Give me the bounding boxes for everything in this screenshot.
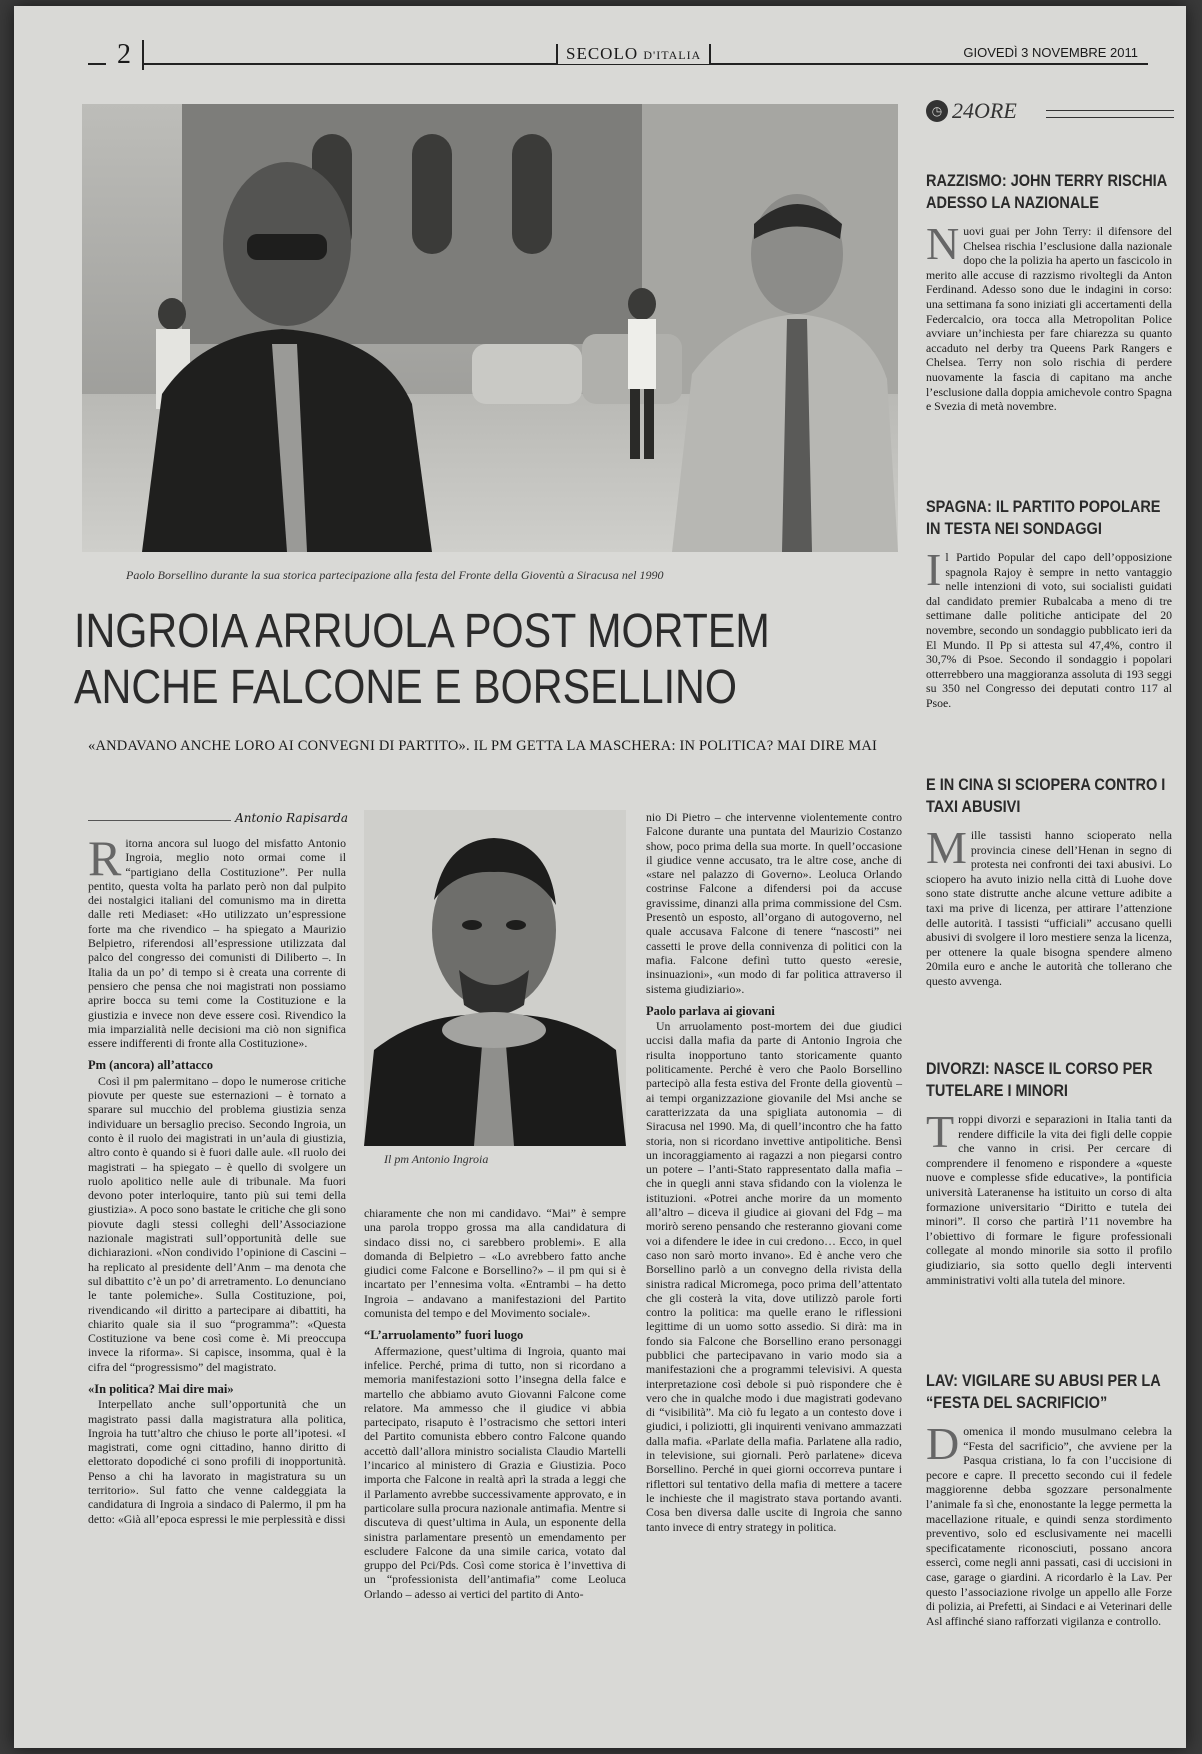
article-paragraph: Affermazione, quest’ultima di Ingroia, quanto mai infelice. Perché, prima di tutto, non si ricordano a memoria manifestazioni sotto l’insegna della falce e martello che abbiamo avuto Giovanni Falcone come relatore. Ma ammesso che il giudice vi abbia partecipato, risaputo è l’ostracismo che settori interi del Partito comunista ebbero contro Falcone quando accettò dall’allora ministro socialista Claudio Martelli l’incarico al ministero di Grazia e Giustizia. Poco importa che Falcone in realtà aprì la strada a leggi che il Parlamento avrebbe successivamente approvato, e in particolare sulla procura nazionale antimafia. Mentre si discuteva di quest’ultima in Aula, un esponente della sinistra parlamentare presentò un emendamento per escludere Falcone da una simile carica, votato dal gruppo del Pci/Pds. Così come storica è l’invettiva di un “professionista dell’antimafia” come Leoluca Orlando – adesso ai vertici del partito di Anto- xyxy=(364,1343,626,1601)
brief-body xyxy=(926,1106,1172,1287)
section-logo-text xyxy=(952,98,1017,124)
byline-author: Antonio Rapisarda xyxy=(231,811,348,825)
article-column-3 xyxy=(646,810,902,1534)
main-photo xyxy=(82,104,898,552)
paper-name xyxy=(556,44,711,64)
brief-text: uovi guai per John Terry: il difensore del Chelsea rischia l’esclusione dalla nazionale dopo che la polizia ha aperto un fascicolo in merito alle accuse di razzismo rivoltegli da Anton Ferdinand. Adesso sono due le indagini in corso: una settimana fa sono iniziati gli accertamenti della Federcalcio, ora tocca alla Metropolitan Police avviare un’inchiesta per fare chiarezza su quanto accaduto nel derby tra Queens Park Rangers e Chelsea. Terry non solo rischia di perdere nuovamente la fascia di capitano ma anche l’esclusione dalla doppia amichevole contro Spagna e Svezia di metà novembre. xyxy=(926,224,1172,414)
brief-body xyxy=(926,544,1172,711)
logo-number: 24 xyxy=(952,98,974,123)
paper-name-suffix: D'ITALIA xyxy=(643,48,702,62)
newspaper-page xyxy=(14,6,1186,1748)
brief-title: DIVORZI: NASCE IL CORSO PER TUTELARE I MINORI xyxy=(926,1060,1153,1100)
paper-name-main: SECOLO xyxy=(566,44,639,63)
drop-cap: N xyxy=(926,218,960,269)
brief-text: ille tassisti hanno scioperato nella provincia cinese dell’Henan in segno di protesta nei confronti dei taxi abusivi. Lo sciopero ha avuto inizio nella città di Luohe dove sono state distrutte anche alcune vetture adibite a taxi ma prive di licenza, per attirare l’attenzione delle autorità. I tassisti “ufficiali” accusano quelli abusivi di svolgere il loro mestiere senza la licenza, per ottenere la quale bisogna spendere almeno 20mila euro e anche le autorità che tollerano che questo avvenga. xyxy=(926,828,1172,988)
brief-body xyxy=(926,1418,1172,1628)
headline-line-1: INGROIA ARRUOLA POST MORTEM xyxy=(74,605,770,658)
drop-cap: I xyxy=(926,544,942,595)
article-paragraph: Un arruolamento post-mortem dei due giudici uccisi dalla mafia da parte di Antonio Ingroia che risulta inopportuno tanto storicamente quanto politicamente. Perché è vero che Paolo Borsellino partecipò alla festa estiva del Fronte della gioventù – ai tempi organizzazione giovanile del Msi anche se caratterizzata da una spigliata autonomia – di Siracusa nel 1990. Ma, di quell’incontro che ha fatto storia, non si ricordano invettive antipolitiche. Bensì un incoraggiamento ai ragazzi a non piegarsi contro un potere – l’anti-Stato rappresentato dalla mafia – che in quegli anni stava sfidando con la violenza le istituzioni. «Potrei anche morire da un momento all’altro – diceva il giudice ai giovani del Fdg – ma morirò sereno pensando che resteranno giovani come voi a difendere le idee in cui credono… Ecco, in quel caso non sarò morto invano». Ed è anche vero che Borsellino parlò a un convegno della rivista della sinistra radical Micromega, poco prima dell’attentato che gli costerà la vita, dove utilizzò parole forti contro la politica: ma quelle erano le riflessioni legittime di un uomo sotto assedio. Si dirà: ma in fondo sia Falcone che Borsellino erano personaggi pubblici che partecipavano in vario modo sia a manifestazioni che a programmi televisivi. A questa interpretazione così debole si può rispondere che è vero che in qualche modo i due magistrati godevano di “visibilità”. Ma ciò fu legato a un contesto dove i giudici, i poliziotti, gli inquirenti venivano ammazzati dalla mafia. «Parlate della mafia. Parlatene alla radio, in televisione, sui giornali. Però parlatene» diceva Borsellino. Perché in quei giorni occorreva puntare i riflettori sul tentativo della mafia di mettere a tacere le inchieste che il magistrato stava portando avanti. Cosa ben diversa dalle uscite di Ingroia che sanno tanto invece di entry strategy in politica. xyxy=(646,1019,902,1534)
article-intro xyxy=(88,830,346,1051)
section-logo xyxy=(926,100,1174,124)
headline-line-2: ANCHE FALCONE E BORSELLINO xyxy=(74,661,737,714)
section-heading: «In politica? Mai dire mai» xyxy=(88,1381,234,1396)
brief-title: SPAGNA: IL PARTITO POPOLARE IN TESTA NEI SONDAGGI xyxy=(926,498,1161,538)
brief-body xyxy=(926,218,1172,414)
section-heading: Pm (ancora) all’attacco xyxy=(88,1058,213,1073)
drop-cap: R xyxy=(88,830,122,886)
subheadline: «ANDAVANO ANCHE LORO AI CONVEGNI DI PARTITO». IL PM GETTA LA MASCHERA: IN POLITICA? MAI DIRE MAI xyxy=(88,738,878,754)
brief-title: E IN CINA SI SCIOPERA CONTRO I TAXI ABUSIVI xyxy=(926,776,1166,816)
brief-body xyxy=(926,822,1172,989)
brief-text: l Partido Popular del capo dell’opposizione spagnola Rajoy è sempre in netto vantaggio nelle intenzioni di voto, sui socialisti guidati dal candidato premier Rubalcaba a meno di tre settimane dalle politiche anticipate del 20 novembre, secondo un sondaggio pubblicato ieri da El Mundo. Il Pp si attesta sul 47,4%, contro il 30,7% di Psoe. Secondo il sondaggio i popolari otterrebbero una maggioranza assoluta di 193 seggi su 350 nel Congresso dei deputati contro 117 al Psoe. xyxy=(926,550,1172,710)
brief-text: omenica il mondo musulmano celebra la “Festa del sacrificio”, che avviene per la Pasqua cristiana, lo fa con l’uccisione di pecore e capre. Il precetto secondo cui il fedele maggiorenne debba sgozzare personalmente l’animale fa sì che, enonostante la legge permetta la macellazione rituale, e quindi senza stordimento preventivo, solo ed esclusivamente nei macelli specificatamente riconosciuti, possano ancora essercì, come negli anni passati, casi di uccisioni in case, garage o giardini. A ricordarlo è la Lav. Per questo l’associazione rivolge un appello alle Forze di polizia, ai Prefetti, ai Sindaci e ai Veterinari delle Asl affinché siano rafforzati vigilanza e controllo. xyxy=(926,1424,1172,1628)
sidebar-24-ore xyxy=(914,98,1180,1748)
article-paragraph: nio Di Pietro – che intervenne violentemente contro Falcone durante una puntata del Maurizio Costanzo show, poco prima della sua morte. In quell’occasione il giudice venne accusato, tra le altre cose, anche di «stare nel palazzo di Governo». Leoluca Orlando costrinse Falcone a difendersi poi da accuse gravissime, dinanzi alla prima commissione del Csm. Presentò un esposto, all’organo di autogoverno, nel quale accusava Falcone di tenere “nascosti” nei cassetti le prove della connivenza di politici con la mafia. Falcone definì tutto questo «eresie, insinuazioni», «un modo di far politica attraverso il sistema giudiziario». xyxy=(646,810,902,996)
drop-cap: D xyxy=(926,1418,960,1469)
drop-cap: M xyxy=(926,822,967,873)
portrait-photo xyxy=(364,810,626,1146)
main-photo-caption: Paolo Borsellino durante la sua storica partecipazione alla festa del Fronte della Gioventù a Siracusa nel 1990 xyxy=(126,568,664,582)
page-number: 2 xyxy=(106,40,144,70)
article-column-1 xyxy=(88,830,346,1526)
brief-title: RAZZISMO: JOHN TERRY RISCHIA ADESSO LA NAZIONALE xyxy=(926,172,1167,212)
portrait-caption: Il pm Antonio Ingroia xyxy=(384,1152,489,1166)
logo-rule xyxy=(1046,110,1174,118)
article-paragraph: chiaramente che non mi candidavo. “Mai” è sempre una parola troppo grossa ma alla candidatura di sindaco dissi no, ci sarebbero problemi». E alla domanda di Belpietro – «Lo avrebbero fatto anche giudici come Falcone e Borsellino?» – il pm qui si è incartato per l’ennesima volta. «Entrambi – ha detto Ingroia – andavano a manifestazioni del Partito comunista del tempo e del Movimento sociale». xyxy=(364,1206,626,1321)
drop-cap: T xyxy=(926,1106,955,1157)
masthead xyxy=(88,40,1148,74)
brief-title: LAV: VIGILARE SU ABUSI PER LA “FESTA DEL SACRIFICIO” xyxy=(926,1372,1161,1412)
article-paragraph: Interpellato anche sull’opportunità che un magistrato passi dalla magistratura alla politica, Ingroia ha tutt’altro che chiuso le porte all’ipotesi. «I magistrati, come ogni cittadino, hanno diritto di elettorato dopodiché ci sono profili di inopportunità. Penso a chi ha lavorato in magistratura su un territorio». Sul fatto che venne caldeggiata la candidatura di Ingroia a sindaco di Palermo, il pm ha detto: «Già all’epoca espressi le mie perplessità e dissi xyxy=(88,1397,346,1526)
intro-text: itorna ancora sul luogo del misfatto Antonio Ingroia, meglio noto ormai come il “partigiano della Costituzione”. Per nulla pentito, questa volta ha parlato però non dal pulpito dei nostalgici italiani del comunismo ma in diretta dalle reti Mediaset: «Ho utilizzato un’espressione forte ma che rivendico – ha spiegato a Maurizio Belpietro, riferendosi all’espressione utilizzata dal palco del congresso dei comunisti di Diliberto –. In Italia da un po’ di tempo si è creata una corrente di pensiero che pensa che noi magistrati non possiamo aprire bocca su temi come la Costituzione e la giustizia e invece non deve essere così. Rivendico la mia imparzialità nelle decisioni ma ciò non significa essere indifferenti di fronte alla Costituzione». xyxy=(88,836,346,1051)
section-heading: “L’arruolamento” fuori luogo xyxy=(364,1328,524,1343)
brief-text: roppi divorzi e separazioni in Italia tanti da rendere difficile la vita dei figli delle coppie che vanno in crisi. Per cercare di comprendere il fenomeno e rispondere a «queste nuove e complesse sfide educative», la pontificia università Lateranense ha istituito un corso di alta formazione universitario “Diritto e tutela dei minori”. Il corso che partirà l’11 novembre ha l’obiettivo di formare le figure professionali collegate al mondo minorile sia sotto il profilo giudiziario, sia sotto quello degli interventi amministrativi volti alla tutela del minore. xyxy=(926,1112,1172,1287)
clock-icon: ◷ xyxy=(926,100,948,122)
issue-date: GIOVEDÌ 3 NOVEMBRE 2011 xyxy=(955,45,1138,60)
headline xyxy=(74,604,925,716)
byline xyxy=(88,804,348,825)
section-heading: Paolo parlava ai giovani xyxy=(646,1003,775,1018)
logo-word: ORE xyxy=(974,98,1017,123)
article-paragraph: Così il pm palermitano – dopo le numerose critiche piovute per queste sue esternazioni – è tornato a sparare sul mucchio del problema giustizia senza individuare un bersaglio preciso. Secondo Ingroia, un conto è il ruolo dei magistrati in un’aula di giustizia, altro conto è quando si è fuori dalle aule. «Il ruolo dei magistrati – ha spiegato – è quello di svolgere un ruolo apolitico nelle aule di tribunale. Ma fuori devono poter interloquire, tanto più sui temi della giustizia». A poco sono bastate le critiche che gli sono piovute dagli stessi colleghi dell’Associazione nazionale magistrati sull’opportunità delle sue dichiarazioni. «Non condivido l’opinione di Cascini – ha replicato al presidente dell’Anm – ma denota che sul dibattito c’è un po’ di arretramento. Lo denunciano le tante polemiche». Sulla Costituzione, poi, rivendicando «il diritto a partecipare ai dibattiti, ha chiarito quale sia il suo “programma”: «Questa Costituzione va bene così come è. Mi preoccupa invece la riforma». Si capisce, insomma, qual è la cifra del “progressismo” del magistrato. xyxy=(88,1073,346,1374)
article-column-2 xyxy=(364,1206,626,1601)
